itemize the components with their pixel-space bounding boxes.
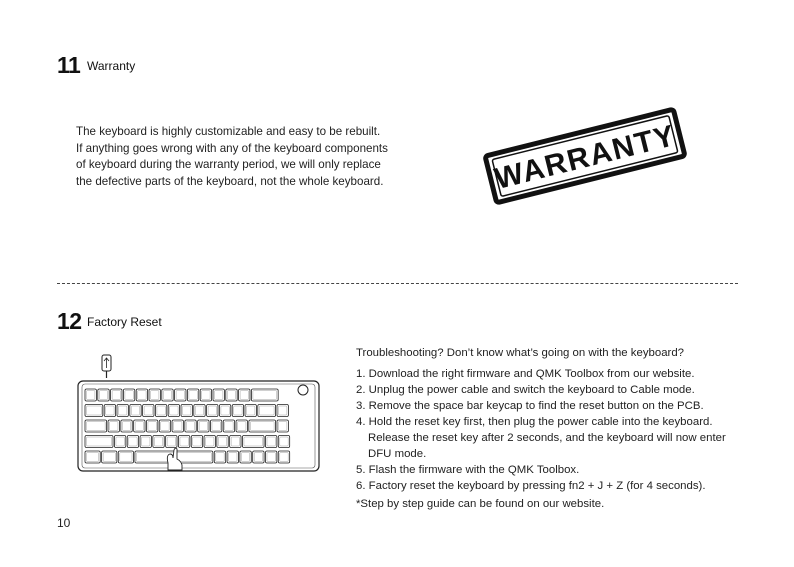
warranty-paragraph — [76, 124, 388, 190]
keycap — [258, 405, 276, 417]
warranty-stamp — [478, 96, 692, 216]
warranty-stamp-graphic — [478, 96, 692, 216]
section-title-warranty: Warranty — [87, 59, 136, 73]
section-title-factory-reset: Factory Reset — [87, 315, 162, 329]
warranty-line: of keyboard during the warranty period, we will only replace — [76, 158, 381, 171]
keycap — [102, 451, 117, 463]
keycap — [85, 436, 113, 448]
keyboard-illustration — [76, 353, 321, 479]
warranty-line: If anything goes wrong with any of the keyboard components — [76, 141, 388, 155]
keycap — [242, 436, 264, 448]
warranty-line: the defective parts of the keyboard, not the whole keyboard. — [76, 174, 384, 188]
factory-reset-steps — [356, 345, 726, 512]
stamp-text: WARRANTY — [491, 119, 680, 196]
section-number-warranty: 11 — [57, 52, 81, 78]
troubleshooting-question: Troubleshooting? Don’t know what’s going on with the keyboard? — [356, 347, 685, 359]
step-item-continued: Release the reset key after 2 seconds, and the keyboard will now enter — [368, 432, 726, 444]
keycap — [118, 451, 133, 463]
guide-note: *Step by step guide can be found on our website. — [356, 498, 605, 510]
keyboard-graphic — [76, 353, 321, 479]
keycap — [85, 451, 100, 463]
step-item: 5. Flash the firmware with the QMK Toolbox. — [356, 464, 580, 476]
keycap — [85, 420, 107, 432]
page-number: 10 — [57, 516, 71, 530]
keycap — [249, 420, 276, 432]
keycap — [251, 389, 278, 401]
step-item-continued: DFU mode. — [368, 448, 427, 460]
step-item: 3. Remove the space bar keycap to find the reset button on the PCB. — [356, 400, 704, 412]
section-divider — [57, 283, 738, 284]
step-item: 1. Download the right firmware and QMK Toolbox from our website. — [356, 368, 695, 380]
step-item: 2. Unplug the power cable and switch the keyboard to Cable mode. — [356, 384, 695, 396]
section-number-factory-reset: 12 — [57, 308, 82, 334]
key-grid — [85, 389, 290, 463]
keycap — [85, 405, 103, 417]
step-item: 6. Factory reset the keyboard by pressing fn2 + J + Z (for 4 seconds). — [356, 480, 706, 492]
knob — [298, 385, 308, 395]
warranty-line: The keyboard is highly customizable and easy to be rebuilt. — [76, 125, 381, 138]
step-item: 4. Hold the reset key first, then plug the power cable into the keyboard. — [356, 416, 713, 428]
